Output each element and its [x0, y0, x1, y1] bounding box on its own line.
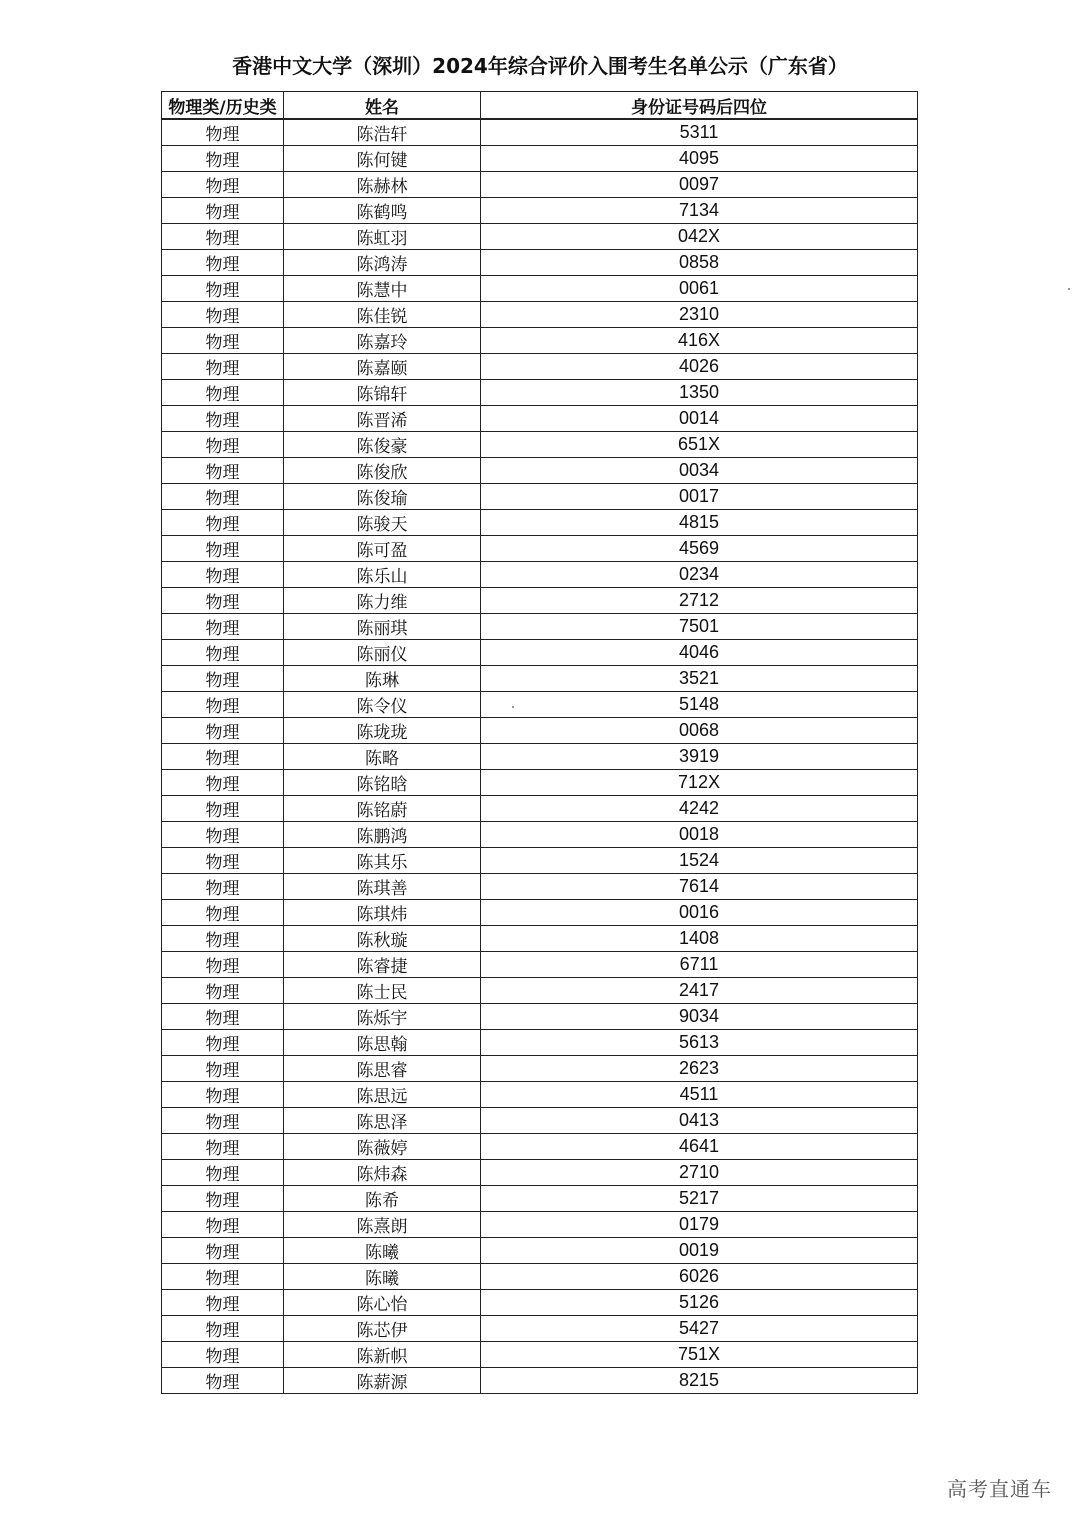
cell-name: 陈希	[284, 1186, 481, 1212]
cell-subject-type: 物理	[162, 1004, 284, 1030]
table-row	[162, 198, 918, 224]
cell-subject-type: 物理	[162, 822, 284, 848]
scan-speck	[1068, 288, 1070, 290]
cell-subject-type: 物理	[162, 900, 284, 926]
cell-id-last-four: 0034	[481, 458, 918, 484]
table-row	[162, 640, 918, 666]
cell-name: 陈何键	[284, 146, 481, 172]
cell-id-last-four: 4815	[481, 510, 918, 536]
header-row	[162, 92, 918, 120]
table-row	[162, 328, 918, 354]
cell-id-last-four: 651X	[481, 432, 918, 458]
cell-subject-type: 物理	[162, 536, 284, 562]
table-row	[162, 1264, 918, 1290]
cell-id-last-four: 2712	[481, 588, 918, 614]
cell-subject-type: 物理	[162, 692, 284, 718]
cell-id-last-four: 0016	[481, 900, 918, 926]
cell-id-last-four: 4242	[481, 796, 918, 822]
table-row	[162, 770, 918, 796]
cell-name: 陈略	[284, 744, 481, 770]
header-subject-type: 物理类/历史类	[162, 92, 284, 120]
cell-id-last-four: 7501	[481, 614, 918, 640]
table-row	[162, 588, 918, 614]
table-row	[162, 796, 918, 822]
table-row	[162, 848, 918, 874]
table-row	[162, 276, 918, 302]
cell-subject-type: 物理	[162, 874, 284, 900]
table-row	[162, 432, 918, 458]
table-row	[162, 562, 918, 588]
cell-subject-type: 物理	[162, 119, 284, 146]
cell-id-last-four: 6711	[481, 952, 918, 978]
cell-subject-type: 物理	[162, 1108, 284, 1134]
cell-id-last-four: 1524	[481, 848, 918, 874]
cell-subject-type: 物理	[162, 666, 284, 692]
table-row	[162, 406, 918, 432]
cell-id-last-four: 5427	[481, 1316, 918, 1342]
cell-id-last-four: 1350	[481, 380, 918, 406]
cell-id-last-four: 7614	[481, 874, 918, 900]
cell-subject-type: 物理	[162, 146, 284, 172]
cell-id-last-four: 2310	[481, 302, 918, 328]
cell-subject-type: 物理	[162, 978, 284, 1004]
cell-id-last-four: 2417	[481, 978, 918, 1004]
cell-name: 陈薇婷	[284, 1134, 481, 1160]
cell-name: 陈晋浠	[284, 406, 481, 432]
table-row	[162, 978, 918, 1004]
cell-id-last-four: 4095	[481, 146, 918, 172]
table-row	[162, 536, 918, 562]
table-row	[162, 1342, 918, 1368]
cell-name: 陈浩轩	[284, 119, 481, 146]
cell-name: 陈士民	[284, 978, 481, 1004]
cell-name: 陈新帜	[284, 1342, 481, 1368]
cell-subject-type: 物理	[162, 614, 284, 640]
cell-name: 陈丽琪	[284, 614, 481, 640]
cell-subject-type: 物理	[162, 380, 284, 406]
header-id-last-four: 身份证号码后四位	[481, 92, 918, 120]
table-row	[162, 1030, 918, 1056]
cell-name: 陈其乐	[284, 848, 481, 874]
cell-name: 陈慧中	[284, 276, 481, 302]
cell-name: 陈思翰	[284, 1030, 481, 1056]
table-row	[162, 900, 918, 926]
cell-id-last-four: 4046	[481, 640, 918, 666]
cell-subject-type: 物理	[162, 484, 284, 510]
cell-id-last-four: 0068	[481, 718, 918, 744]
cell-id-last-four: 0018	[481, 822, 918, 848]
table-row	[162, 666, 918, 692]
cell-name: 陈秋璇	[284, 926, 481, 952]
cell-id-last-four: 5613	[481, 1030, 918, 1056]
table-row	[162, 1368, 918, 1394]
cell-id-last-four: 5311	[481, 119, 918, 146]
table-header	[162, 92, 918, 120]
table-row	[162, 354, 918, 380]
cell-id-last-four: 8215	[481, 1368, 918, 1394]
cell-subject-type: 物理	[162, 1368, 284, 1394]
cell-name: 陈铭蔚	[284, 796, 481, 822]
table-row	[162, 510, 918, 536]
cell-name: 陈薪源	[284, 1368, 481, 1394]
cell-name: 陈骏天	[284, 510, 481, 536]
cell-id-last-four: 0017	[481, 484, 918, 510]
cell-subject-type: 物理	[162, 1212, 284, 1238]
cell-subject-type: 物理	[162, 1134, 284, 1160]
cell-name: 陈心怡	[284, 1290, 481, 1316]
cell-name: 陈思泽	[284, 1108, 481, 1134]
candidate-table	[161, 91, 918, 1394]
cell-id-last-four: 042X	[481, 224, 918, 250]
table-row	[162, 1186, 918, 1212]
table-row	[162, 1082, 918, 1108]
cell-subject-type: 物理	[162, 328, 284, 354]
cell-id-last-four: 0097	[481, 172, 918, 198]
cell-name: 陈芯伊	[284, 1316, 481, 1342]
cell-id-last-four: 5217	[481, 1186, 918, 1212]
cell-subject-type: 物理	[162, 718, 284, 744]
cell-id-last-four: 4511	[481, 1082, 918, 1108]
cell-name: 陈俊瑜	[284, 484, 481, 510]
cell-name: 陈令仪	[284, 692, 481, 718]
cell-name: 陈佳锐	[284, 302, 481, 328]
cell-subject-type: 物理	[162, 458, 284, 484]
cell-subject-type: 物理	[162, 744, 284, 770]
table-row	[162, 926, 918, 952]
cell-id-last-four: 712X	[481, 770, 918, 796]
cell-name: 陈虹羽	[284, 224, 481, 250]
cell-id-last-four: 9034	[481, 1004, 918, 1030]
cell-name: 陈曦	[284, 1238, 481, 1264]
table-row	[162, 224, 918, 250]
cell-subject-type: 物理	[162, 796, 284, 822]
cell-subject-type: 物理	[162, 1264, 284, 1290]
cell-name: 陈力维	[284, 588, 481, 614]
cell-name: 陈思远	[284, 1082, 481, 1108]
cell-id-last-four: 0179	[481, 1212, 918, 1238]
table-row	[162, 1056, 918, 1082]
cell-id-last-four: 0019	[481, 1238, 918, 1264]
cell-name: 陈嘉颐	[284, 354, 481, 380]
cell-name: 陈炜森	[284, 1160, 481, 1186]
cell-name: 陈烁宇	[284, 1004, 481, 1030]
table-row	[162, 692, 918, 718]
table-row	[162, 302, 918, 328]
cell-subject-type: 物理	[162, 952, 284, 978]
cell-id-last-four: 0061	[481, 276, 918, 302]
cell-id-last-four: 4026	[481, 354, 918, 380]
cell-subject-type: 物理	[162, 1238, 284, 1264]
cell-name: 陈思睿	[284, 1056, 481, 1082]
table-row	[162, 1108, 918, 1134]
cell-subject-type: 物理	[162, 250, 284, 276]
cell-subject-type: 物理	[162, 1160, 284, 1186]
table-row	[162, 119, 918, 146]
table-row	[162, 744, 918, 770]
cell-name: 陈曦	[284, 1264, 481, 1290]
cell-subject-type: 物理	[162, 1056, 284, 1082]
cell-subject-type: 物理	[162, 302, 284, 328]
table-row	[162, 718, 918, 744]
cell-subject-type: 物理	[162, 354, 284, 380]
cell-name: 陈琪炜	[284, 900, 481, 926]
table-row	[162, 1238, 918, 1264]
cell-name: 陈丽仪	[284, 640, 481, 666]
table-row	[162, 458, 918, 484]
cell-subject-type: 物理	[162, 1316, 284, 1342]
cell-subject-type: 物理	[162, 432, 284, 458]
cell-id-last-four: 5126	[481, 1290, 918, 1316]
cell-name: 陈乐山	[284, 562, 481, 588]
cell-id-last-four: 2710	[481, 1160, 918, 1186]
table-row	[162, 1316, 918, 1342]
cell-name: 陈琪善	[284, 874, 481, 900]
cell-name: 陈琳	[284, 666, 481, 692]
table-row	[162, 172, 918, 198]
cell-subject-type: 物理	[162, 848, 284, 874]
scan-speck	[512, 706, 514, 708]
table-row	[162, 1004, 918, 1030]
cell-subject-type: 物理	[162, 562, 284, 588]
cell-id-last-four: 4569	[481, 536, 918, 562]
cell-name: 陈铭晗	[284, 770, 481, 796]
cell-subject-type: 物理	[162, 1342, 284, 1368]
cell-id-last-four: 416X	[481, 328, 918, 354]
cell-name: 陈珑珑	[284, 718, 481, 744]
table-row	[162, 1160, 918, 1186]
cell-id-last-four: 4641	[481, 1134, 918, 1160]
table-row	[162, 1134, 918, 1160]
table-row	[162, 874, 918, 900]
cell-subject-type: 物理	[162, 198, 284, 224]
cell-name: 陈赫林	[284, 172, 481, 198]
table-body	[162, 119, 918, 1394]
cell-name: 陈鸿涛	[284, 250, 481, 276]
cell-id-last-four: 1408	[481, 926, 918, 952]
cell-subject-type: 物理	[162, 926, 284, 952]
cell-id-last-four: 6026	[481, 1264, 918, 1290]
cell-subject-type: 物理	[162, 406, 284, 432]
cell-subject-type: 物理	[162, 224, 284, 250]
cell-subject-type: 物理	[162, 1290, 284, 1316]
table-row	[162, 250, 918, 276]
cell-subject-type: 物理	[162, 588, 284, 614]
cell-id-last-four: 2623	[481, 1056, 918, 1082]
cell-subject-type: 物理	[162, 510, 284, 536]
cell-name: 陈嘉玲	[284, 328, 481, 354]
cell-name: 陈可盈	[284, 536, 481, 562]
table-row	[162, 380, 918, 406]
cell-name: 陈锦轩	[284, 380, 481, 406]
cell-subject-type: 物理	[162, 1082, 284, 1108]
cell-subject-type: 物理	[162, 276, 284, 302]
cell-id-last-four: 0014	[481, 406, 918, 432]
cell-name: 陈俊豪	[284, 432, 481, 458]
cell-name: 陈鹏鸿	[284, 822, 481, 848]
cell-subject-type: 物理	[162, 1030, 284, 1056]
cell-id-last-four: 751X	[481, 1342, 918, 1368]
cell-name: 陈睿捷	[284, 952, 481, 978]
cell-name: 陈熹朗	[284, 1212, 481, 1238]
table-row	[162, 146, 918, 172]
cell-id-last-four: 0858	[481, 250, 918, 276]
cell-subject-type: 物理	[162, 172, 284, 198]
cell-subject-type: 物理	[162, 640, 284, 666]
document-title: 香港中文大学（深圳）2024年综合评价入围考生名单公示（广东省）	[232, 54, 848, 78]
cell-name: 陈鹤鸣	[284, 198, 481, 224]
cell-id-last-four: 0413	[481, 1108, 918, 1134]
cell-name: 陈俊欣	[284, 458, 481, 484]
watermark-text: 高考直通车	[947, 1477, 1052, 1501]
cell-id-last-four: 0234	[481, 562, 918, 588]
table-row	[162, 1290, 918, 1316]
table-row	[162, 1212, 918, 1238]
cell-subject-type: 物理	[162, 770, 284, 796]
cell-id-last-four: 7134	[481, 198, 918, 224]
cell-id-last-four: 3919	[481, 744, 918, 770]
table-row	[162, 484, 918, 510]
table-row	[162, 822, 918, 848]
table-row	[162, 614, 918, 640]
table-row	[162, 952, 918, 978]
cell-id-last-four: 5148	[481, 692, 918, 718]
cell-id-last-four: 3521	[481, 666, 918, 692]
header-name: 姓名	[284, 92, 481, 120]
cell-subject-type: 物理	[162, 1186, 284, 1212]
